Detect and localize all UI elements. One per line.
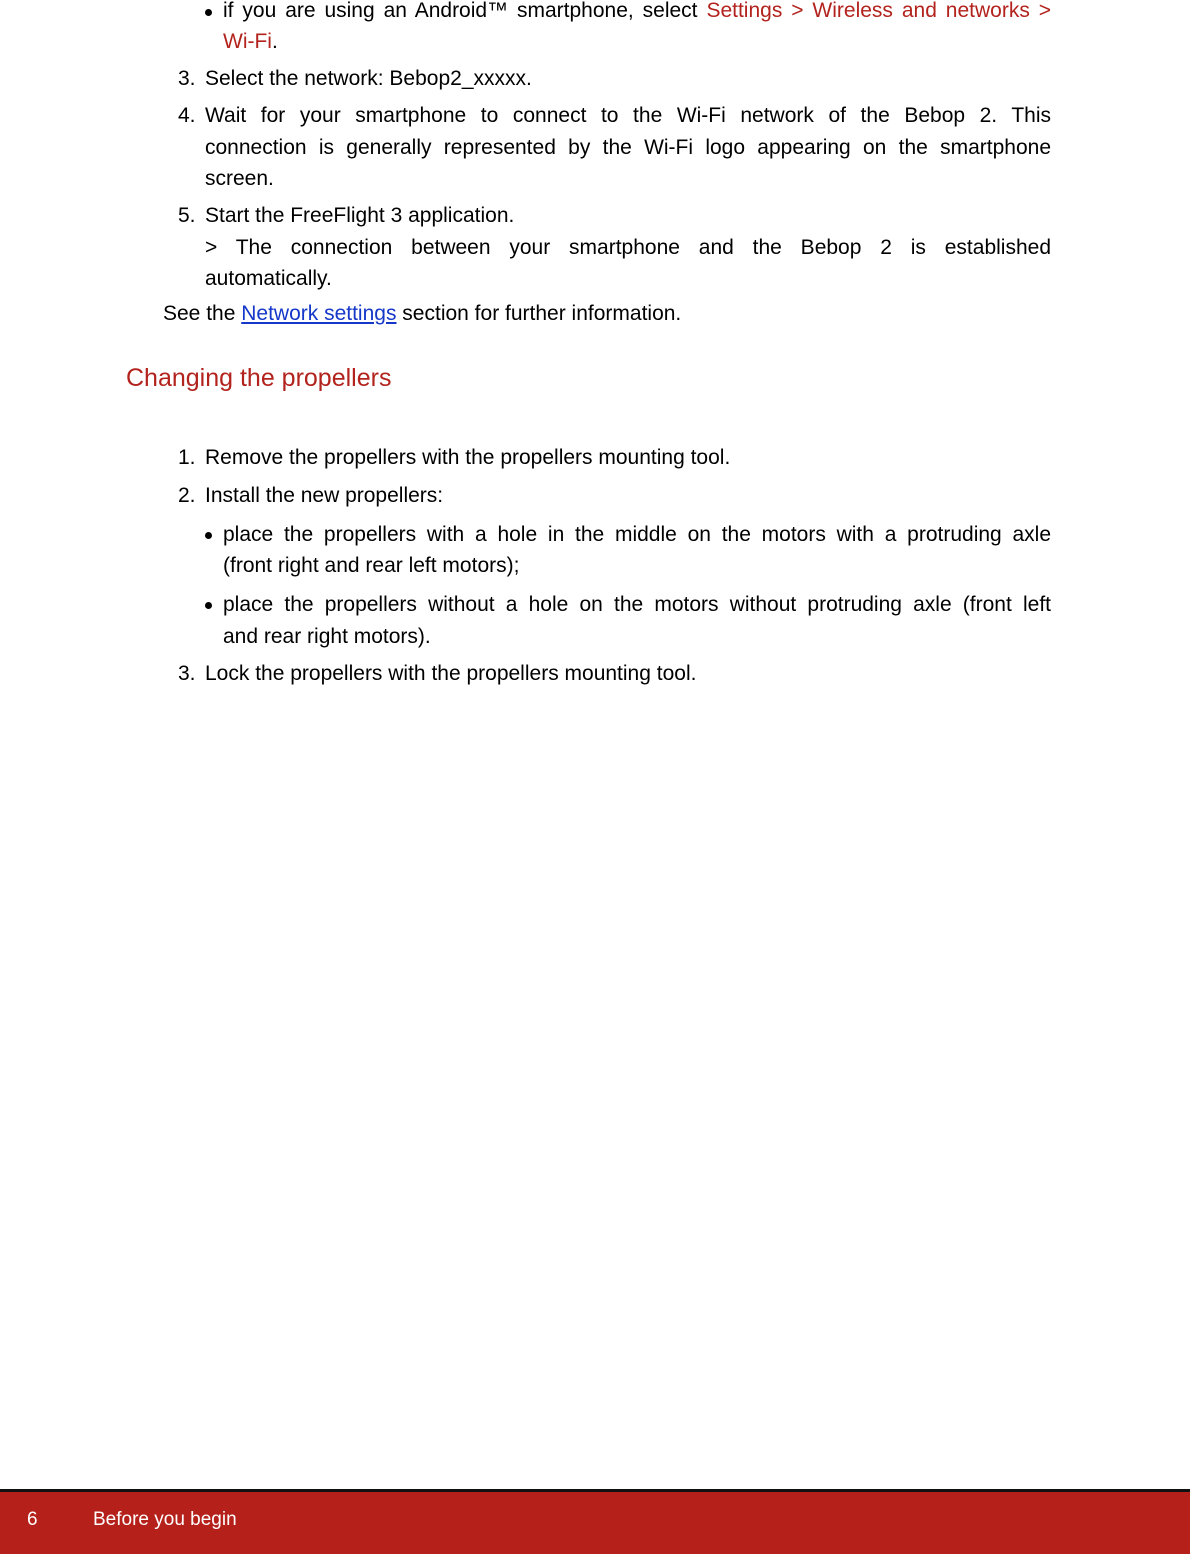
step5-line1: Start the FreeFlight 3 application. [205,204,515,227]
see-prefix: See the [163,302,242,325]
prop-bullet2-line1: place the propellers without a hole on the motors without protruding axle (front left [223,593,1051,616]
step3-number: 3. [178,67,196,90]
bullet-icon [205,532,212,539]
android-bullet-prefix: if you are using an Android™ smartphone, select [223,0,707,22]
step4-line1: Wait for your smartphone to connect to the Wi-Fi network of the Bebop 2. This [205,104,1051,127]
network-settings-link[interactable]: Network settings [241,302,397,325]
android-wifi-path: Wi-Fi [223,30,272,53]
footer-section-title: Before you begin [93,1509,237,1530]
prop-step3-text: Lock the propellers with the propellers mounting tool. [205,662,697,685]
android-bullet-line2 [223,29,278,55]
prop-bullet2-line2: and rear right motors). [223,625,431,648]
android-settings-path: Settings > Wireless and networks > [706,0,1052,22]
prop-step3-number: 3. [178,662,196,685]
step5-number: 5. [178,204,196,227]
step4-line3: screen. [205,167,274,190]
step5-line2: > The connection between your smartphone and the Bebop 2 is established [205,236,1051,259]
android-bullet-line [223,0,1051,24]
prop-bullet1-line2: (front right and rear left motors); [223,554,520,577]
section-heading: Changing the propellers [126,364,392,392]
step4-number: 4. [178,104,196,127]
prop-step2-text: Install the new propellers: [205,484,444,507]
prop-step1-text: Remove the propellers with the propellers mounting tool. [205,446,731,469]
prop-step2-number: 2. [178,484,196,507]
android-suffix: . [271,30,278,53]
page-footer [0,1492,1190,1554]
bullet-icon [205,602,212,609]
see-suffix: section for further information. [396,302,682,325]
step3-text: Select the network: Bebop2_xxxxx. [205,67,532,90]
bullet-icon [205,9,212,16]
prop-step1-number: 1. [178,446,196,469]
step5-line3: automatically. [205,267,332,290]
step4-line2: connection is generally represented by the Wi-Fi logo appearing on the smartphone [205,136,1051,159]
see-also-paragraph [163,301,681,327]
page-number: 6 [27,1509,38,1530]
prop-bullet1-line1: place the propellers with a hole in the middle on the motors with a protruding axle [223,523,1051,546]
